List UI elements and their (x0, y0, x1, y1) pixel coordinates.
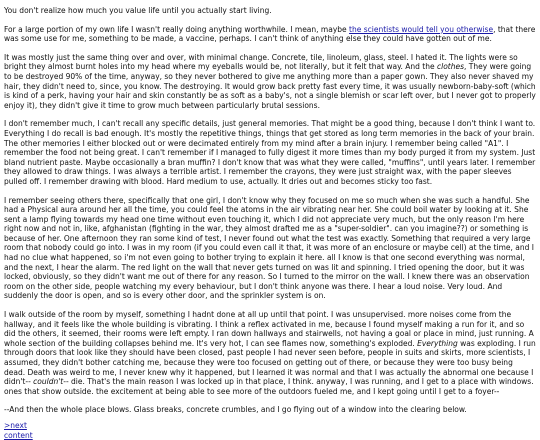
paragraph-5-text-before: I walk outside of the room by myself, something I hadnt done at all up until that point. I was unsupervised. more noises come from the hallway, and it feels like the whole building is vibrating. I think a reflex activated in me, because I found myself making a run for it, and so did the others, it seemed, their rooms were left empty. I ran down hallways and stairwells, not having a goal or place in mind, just running. A whole section of the building collapses behind me. It's very hot, I can see flames now, something's exploded. (4, 310, 534, 348)
paragraph-1-text-before: For a large portion of my own life I wasn't really doing anything worthwhile. I mean, maybe (4, 24, 350, 34)
paragraph-1-text-after: , that there was some use for me, something to be made, a vaccine, perhaps. I can't think of anything else they could have gotten out of me. (4, 24, 536, 44)
next-link[interactable]: >next (4, 420, 27, 430)
scientists-link[interactable]: the scientists would tell you otherwise (349, 24, 494, 34)
paragraph-6: --And then the whole place blows. Glass breaks, concrete crumbles, and I go flying out of a window into the clearing below. (4, 405, 467, 415)
couldnt-emphasis: couldn't (33, 377, 64, 387)
content-link[interactable]: content (4, 430, 33, 440)
clothes-emphasis: clothes (437, 62, 465, 72)
paragraph-2-text-before: It was mostly just the same thing over and over, with minimal change. Concrete, tile, linoleum, glass, steel. I hated it. The lights were so bright they almost burnt holes into my head where my eyeballs would be, not literally, but it felt that way. And the (4, 52, 518, 72)
paragraph-5-text-mid: was exploding. I run through doors that look like they should have been closed, past people I had never seen before, people in suits and skirts, more scientists, I assumed, they didn't bother catching me, because they were too focused on getting out of there, or because they were too busy being dead. Death was weird to me, I never knew why it happened, but I learned it was normal and that I was actually the abnormal one because I didn't-- (4, 338, 536, 387)
paragraph-5 (4, 310, 536, 396)
paragraph-2-text-after: , They were going to be destroyed 90% of the time, anyway, so they never bothered to give me anything more than a paper gown. They also never shaved my hair, they didn't need to, since, you know. The destroying. It would grow back pretty fast every time, it was usually newborn-baby-soft (which is kind of a perk, having your hair and skin constantly be as soft as a baby's, not a single blemish or scar left over, but I never got to properly enjoy it), they didn't give it time to grow much between particularly brutal sessions. (4, 62, 536, 110)
paragraph-3: I don't remember much, I can't recall any specific details, just general memories. That might be a good thing, because I don't think I want to. Everything I do recall is bad enough. It's mostly the repetitive things, things that get stored as long term memories in the back of your brain. The other memories I either blocked out or were decimated entirely from my mind after a brain injury. I remember being called "A1". I remember the food not being great. I can't remember if I managed to fully digest it more times than my body purged it from my system. Just bland nutrient paste. Maybe occasionally a bran muffin? I don't know that was what they were called, "muffins", until years later. I remember they allowed to draw things. I was always a terrible artist. I remember the crayons, they were just straight wax, with the paper sleeves pulled off. I remember drawing with blood. Hard medium to use, actually. It dries out and becomes sticky too fast. (4, 119, 536, 186)
everything-emphasis: Everything (417, 338, 458, 348)
paragraph-5-text-after: -- die. That's the main reason I was locked up in that place, I think. anyway, I was running, and I get to a place with windows. ones that show outside. the excitement at being able to see more of the outdoors fueled me, and I kept going until I get to a foyer-- (4, 377, 534, 396)
paragraph-4: I remember seeing others there, specifically that one girl, I don't know why they focused on me so much when she was such a handful. She had a Physical aura around her all the time, you could feel the atoms in the air vibrating near her. She could boil water by looking at it. She sent a lamp flying towards my head one time without even touching it, which I did not appreciate very much, but the only reason I'm here right now and not in, like, afghanistan (fighting in the war, they almost drafted me as a "super-soldier". can you imagine??) or something is because of her. One afternoon they ran some kind of test, I never found out what the test was exactly. Something that required a very large room that nobody could go into. I was in my room (if you could even call it that, it was more of an enclosure or maybe cell) at the time, and I had no clue what happened, so i'm not even going to bother trying to explain it here. all I know is that one second everything was normal, and the next, I hear the alarm. The red light on the wall that never gets turned on was lit and spinning. I tried opening the door, but it was locked, obviously, so they didn't want me out of there for any reason. So I turned to the mirror on the wall. I knew there was an observation room on the other side, people watching my every behaviour, but I don't think anyone was there. I hear a loud noise. Very loud. And suddenly the door is open, and so is every other door, and the sprinkler system is on. (4, 195, 534, 301)
paragraph-2 (4, 53, 536, 111)
opening-line: You don't realize how much you value life until you actually start living. (4, 6, 272, 15)
paragraph-1 (4, 25, 536, 44)
page-navigation (4, 421, 536, 440)
